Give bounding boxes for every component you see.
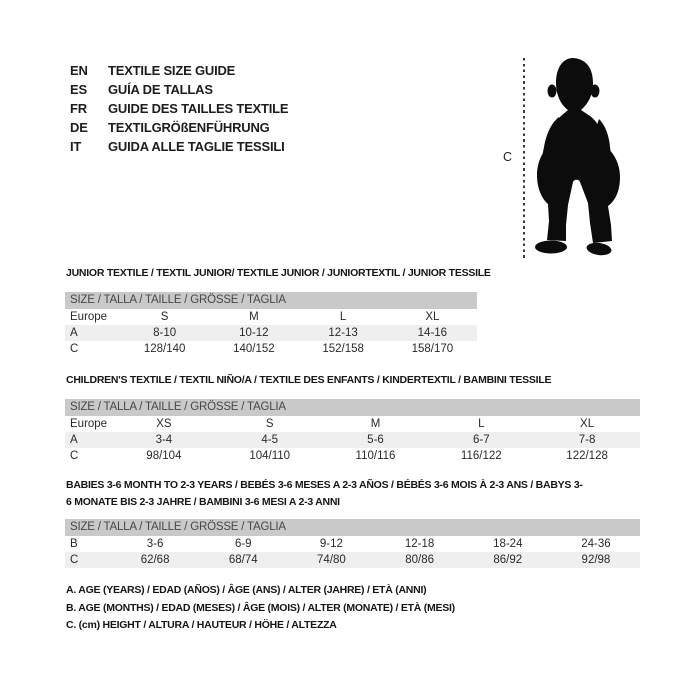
babies-size-table: [65, 519, 640, 568]
language-label: TEXTILE SIZE GUIDE: [108, 63, 236, 78]
language-code: EN: [70, 63, 88, 78]
row-label: C: [70, 554, 79, 566]
children-table-title: CHILDREN'S TEXTILE / TEXTIL NIÑO/A / TEXTILE DES ENFANTS / KINDERTEXTIL / BAMBINI TESSILE: [66, 374, 552, 386]
months-cell: 18-24: [493, 538, 523, 550]
height-cell: 140/152: [233, 343, 275, 355]
table-row-europe: [65, 416, 640, 432]
junior-size-table: [65, 292, 477, 357]
height-cell: 62/68: [140, 554, 170, 566]
row-label: B: [70, 538, 78, 550]
row-label: Europe: [70, 311, 108, 323]
language-row-fr: [70, 99, 288, 118]
size-header-bar: SIZE / TALLA / TAILLE / GRÖSSE / TAGLIA: [65, 519, 640, 536]
size-cell: XS: [156, 418, 172, 430]
table-row-age: [65, 432, 640, 448]
age-cell: 8-10: [153, 327, 177, 339]
junior-table-title: JUNIOR TEXTILE / TEXTIL JUNIOR/ TEXTILE JUNIOR / JUNIORTEXTIL / JUNIOR TESSILE: [66, 267, 491, 279]
note-age-months: B. AGE (MONTHS) / EDAD (MESES) / ÂGE (MOIS) / ALTER (MONATE) / ETÀ (MESI): [66, 601, 455, 614]
size-cell: L: [339, 311, 347, 323]
table-row-height: [65, 341, 477, 357]
language-code: IT: [70, 139, 82, 154]
size-header-bar: SIZE / TALLA / TAILLE / GRÖSSE / TAGLIA: [65, 292, 477, 309]
age-cell: 7-8: [578, 434, 596, 446]
table-row-age: [65, 325, 477, 341]
height-cell: 68/74: [228, 554, 258, 566]
months-cell: 6-9: [234, 538, 252, 550]
language-code: FR: [70, 101, 87, 116]
legend-notes: [66, 582, 455, 635]
language-label: GUIDA ALLE TAGLIE TESSILI: [108, 139, 285, 154]
height-cell: 104/110: [249, 450, 291, 462]
row-label: A: [70, 327, 78, 339]
height-cell: 116/122: [460, 450, 502, 462]
table-row-height: [65, 448, 640, 464]
size-cell: M: [370, 418, 381, 430]
table-row-europe: [65, 309, 477, 325]
age-cell: 3-4: [155, 434, 173, 446]
size-cell: S: [265, 418, 274, 430]
table-row-height: [65, 552, 640, 568]
babies-table-title: BABIES 3-6 MONTH TO 2-3 YEARS / BEBÉS 3-6 MESES A 2-3 AÑOS / BÉBÉS 3-6 MOIS À 2-3 ANS / BABYS 3-6 MONATE BIS 2-3 JAHRE / BAMBINI 3-6 MESI A 2-3 ANNI: [66, 479, 583, 508]
months-cell: 24-36: [581, 538, 611, 550]
months-cell: 12-18: [404, 538, 435, 550]
children-size-table: [65, 399, 640, 464]
height-measure-dashed-line: [523, 58, 525, 258]
row-label: C: [70, 343, 79, 355]
months-cell: 3-6: [146, 538, 164, 550]
height-measure-label: C: [503, 150, 513, 164]
row-label: A: [70, 434, 78, 446]
baby-silhouette-icon: [533, 55, 628, 258]
height-cell: 98/104: [146, 450, 182, 462]
age-cell: 4-5: [261, 434, 278, 446]
size-cell: M: [249, 311, 259, 323]
language-label: GUÍA DE TALLAS: [108, 82, 213, 97]
age-cell: 12-13: [328, 327, 358, 339]
size-cell: XL: [425, 311, 440, 323]
months-cell: 9-12: [319, 538, 343, 550]
language-row-it: [70, 137, 288, 156]
size-cell: L: [478, 418, 485, 430]
size-header-bar: SIZE / TALLA / TAILLE / GRÖSSE / TAGLIA: [65, 399, 640, 416]
size-cell: XL: [580, 418, 595, 430]
note-age-years: A. AGE (YEARS) / EDAD (AÑOS) / ÂGE (ANS) / ALTER (JAHRE) / ETÀ (ANNI): [66, 584, 427, 596]
row-label: Europe: [70, 418, 108, 430]
age-cell: 14-16: [417, 327, 448, 339]
language-label: GUIDE DES TAILLES TEXTILE: [108, 101, 289, 116]
height-cell: 92/98: [581, 554, 611, 566]
size-cell: S: [160, 311, 169, 323]
language-row-en: [70, 61, 288, 80]
language-label: TEXTILGRÖßENFÜHRUNG: [108, 120, 270, 135]
height-cell: 86/92: [493, 554, 523, 566]
height-cell: 80/86: [405, 554, 434, 566]
height-cell: 152/158: [322, 343, 364, 355]
age-cell: 6-7: [472, 434, 490, 446]
language-legend: [70, 61, 288, 156]
language-row-de: [70, 118, 288, 137]
height-cell: 128/140: [143, 343, 186, 355]
age-cell: 5-6: [367, 434, 384, 446]
language-row-es: [70, 80, 288, 99]
height-cell: 122/128: [566, 450, 608, 462]
height-cell: 74/80: [317, 554, 346, 566]
height-cell: 110/116: [355, 450, 396, 462]
height-cell: 158/170: [411, 343, 454, 355]
note-height-cm: C. (cm) HEIGHT / ALTURA / HAUTEUR / HÖHE / ALTEZZA: [66, 619, 337, 631]
age-cell: 10-12: [239, 327, 269, 339]
language-code: ES: [70, 82, 87, 97]
language-code: DE: [70, 120, 88, 135]
table-row-months: [65, 536, 640, 552]
row-label: C: [70, 450, 79, 462]
